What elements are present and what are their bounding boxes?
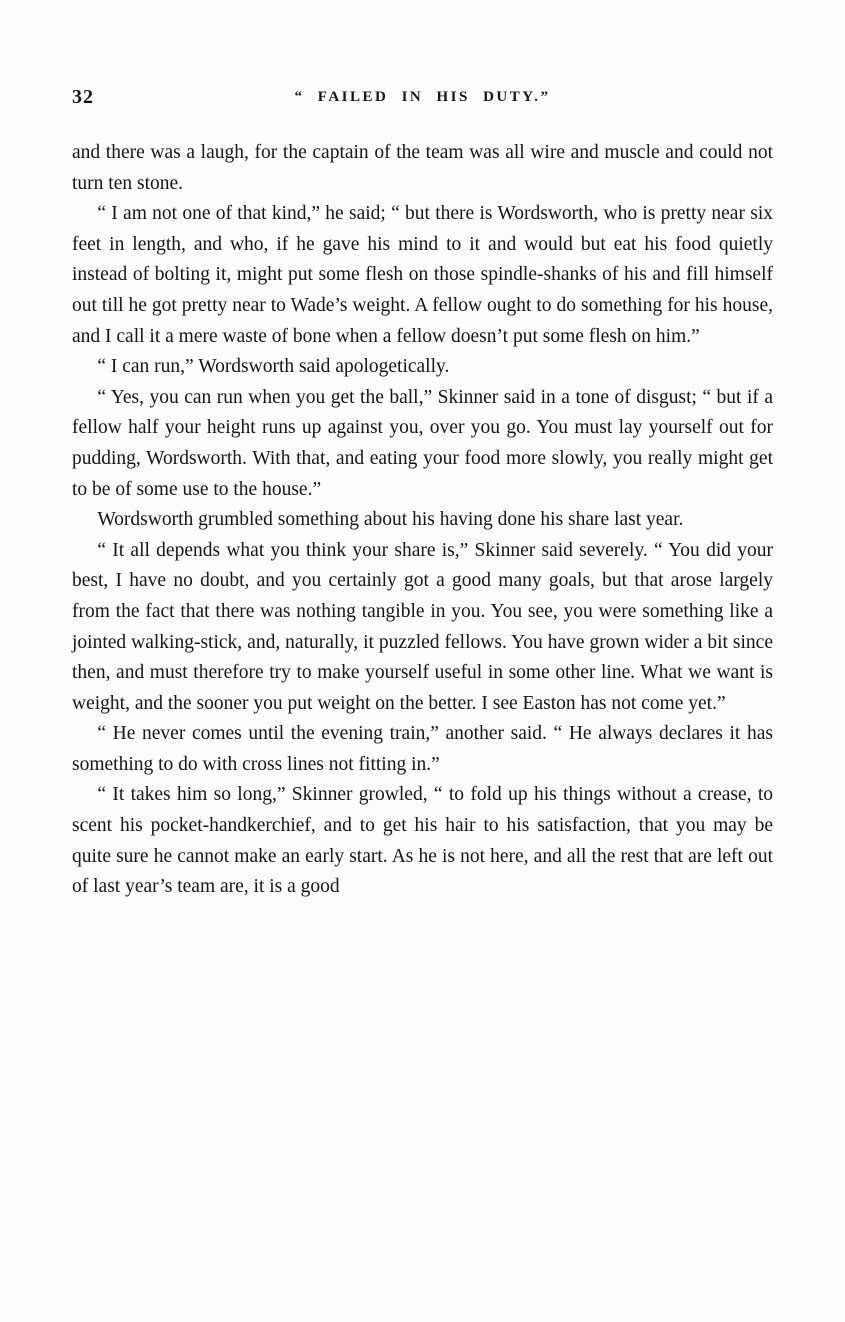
paragraph: and there was a laugh, for the captain of the team was all wire and muscle and could not turn ten stone.	[72, 142, 773, 194]
paragraph: Wordsworth grumbled something about his having done his share last year.	[97, 509, 684, 531]
running-title: “ FAILED IN HIS DUTY.”	[294, 89, 551, 105]
paragraph: “ I am not one of that kind,” he said; “ but there is Wordsworth, who is pretty near six feet in length, and who, if he gave his mind to it and would but eat his food quietly instead of bolting it, might put some flesh on those spindle-shanks of his and fill himself out till he got pretty near to Wade’s weight. A fellow ought to do something for his house, and I call it a mere waste of bone when a fellow doesn’t put some flesh on him.”	[72, 203, 773, 347]
paragraph: “ It takes him so long,” Skinner growled, “ to fold up his things without a crease, to scent his pocket-handkerchief, and to get his hair to his satisfaction, that you may be quite sure he cannot make an early start. As he is not here, and all the rest that are left out of last year’s team are, it is a good	[72, 784, 773, 898]
paragraph: “ Yes, you can run when you get the ball,” Skinner said in a tone of disgust; “ but if a fellow half your height runs up against you, over you go. You must lay yourself out for pudding, Wordsworth. With that, and eating your food more slowly, you really might get to be of some use to the house.”	[72, 386, 773, 500]
paragraph: “ I can run,” Wordsworth said apologetically.	[97, 356, 450, 378]
page-header	[72, 86, 773, 112]
paragraph: “ He never comes until the evening train,” another said. “ He always declares it has something to do with cross lines not fitting in.”	[72, 723, 773, 775]
paragraph: “ It all depends what you think your share is,” Skinner said severely. “ You did your best, I have no doubt, and you certainly got a good many goals, but that arose largely from the fact that there was nothing tangible in you. You see, you were something like a jointed walking-stick, and, naturally, it puzzled fellows. You have grown wider a bit since then, and must therefore try to make yourself useful in some other line. What we want is weight, and the sooner you put weight on the better. I see Easton has not come yet.”	[72, 539, 773, 714]
page-body	[72, 138, 773, 903]
page-number: 32	[72, 86, 94, 108]
